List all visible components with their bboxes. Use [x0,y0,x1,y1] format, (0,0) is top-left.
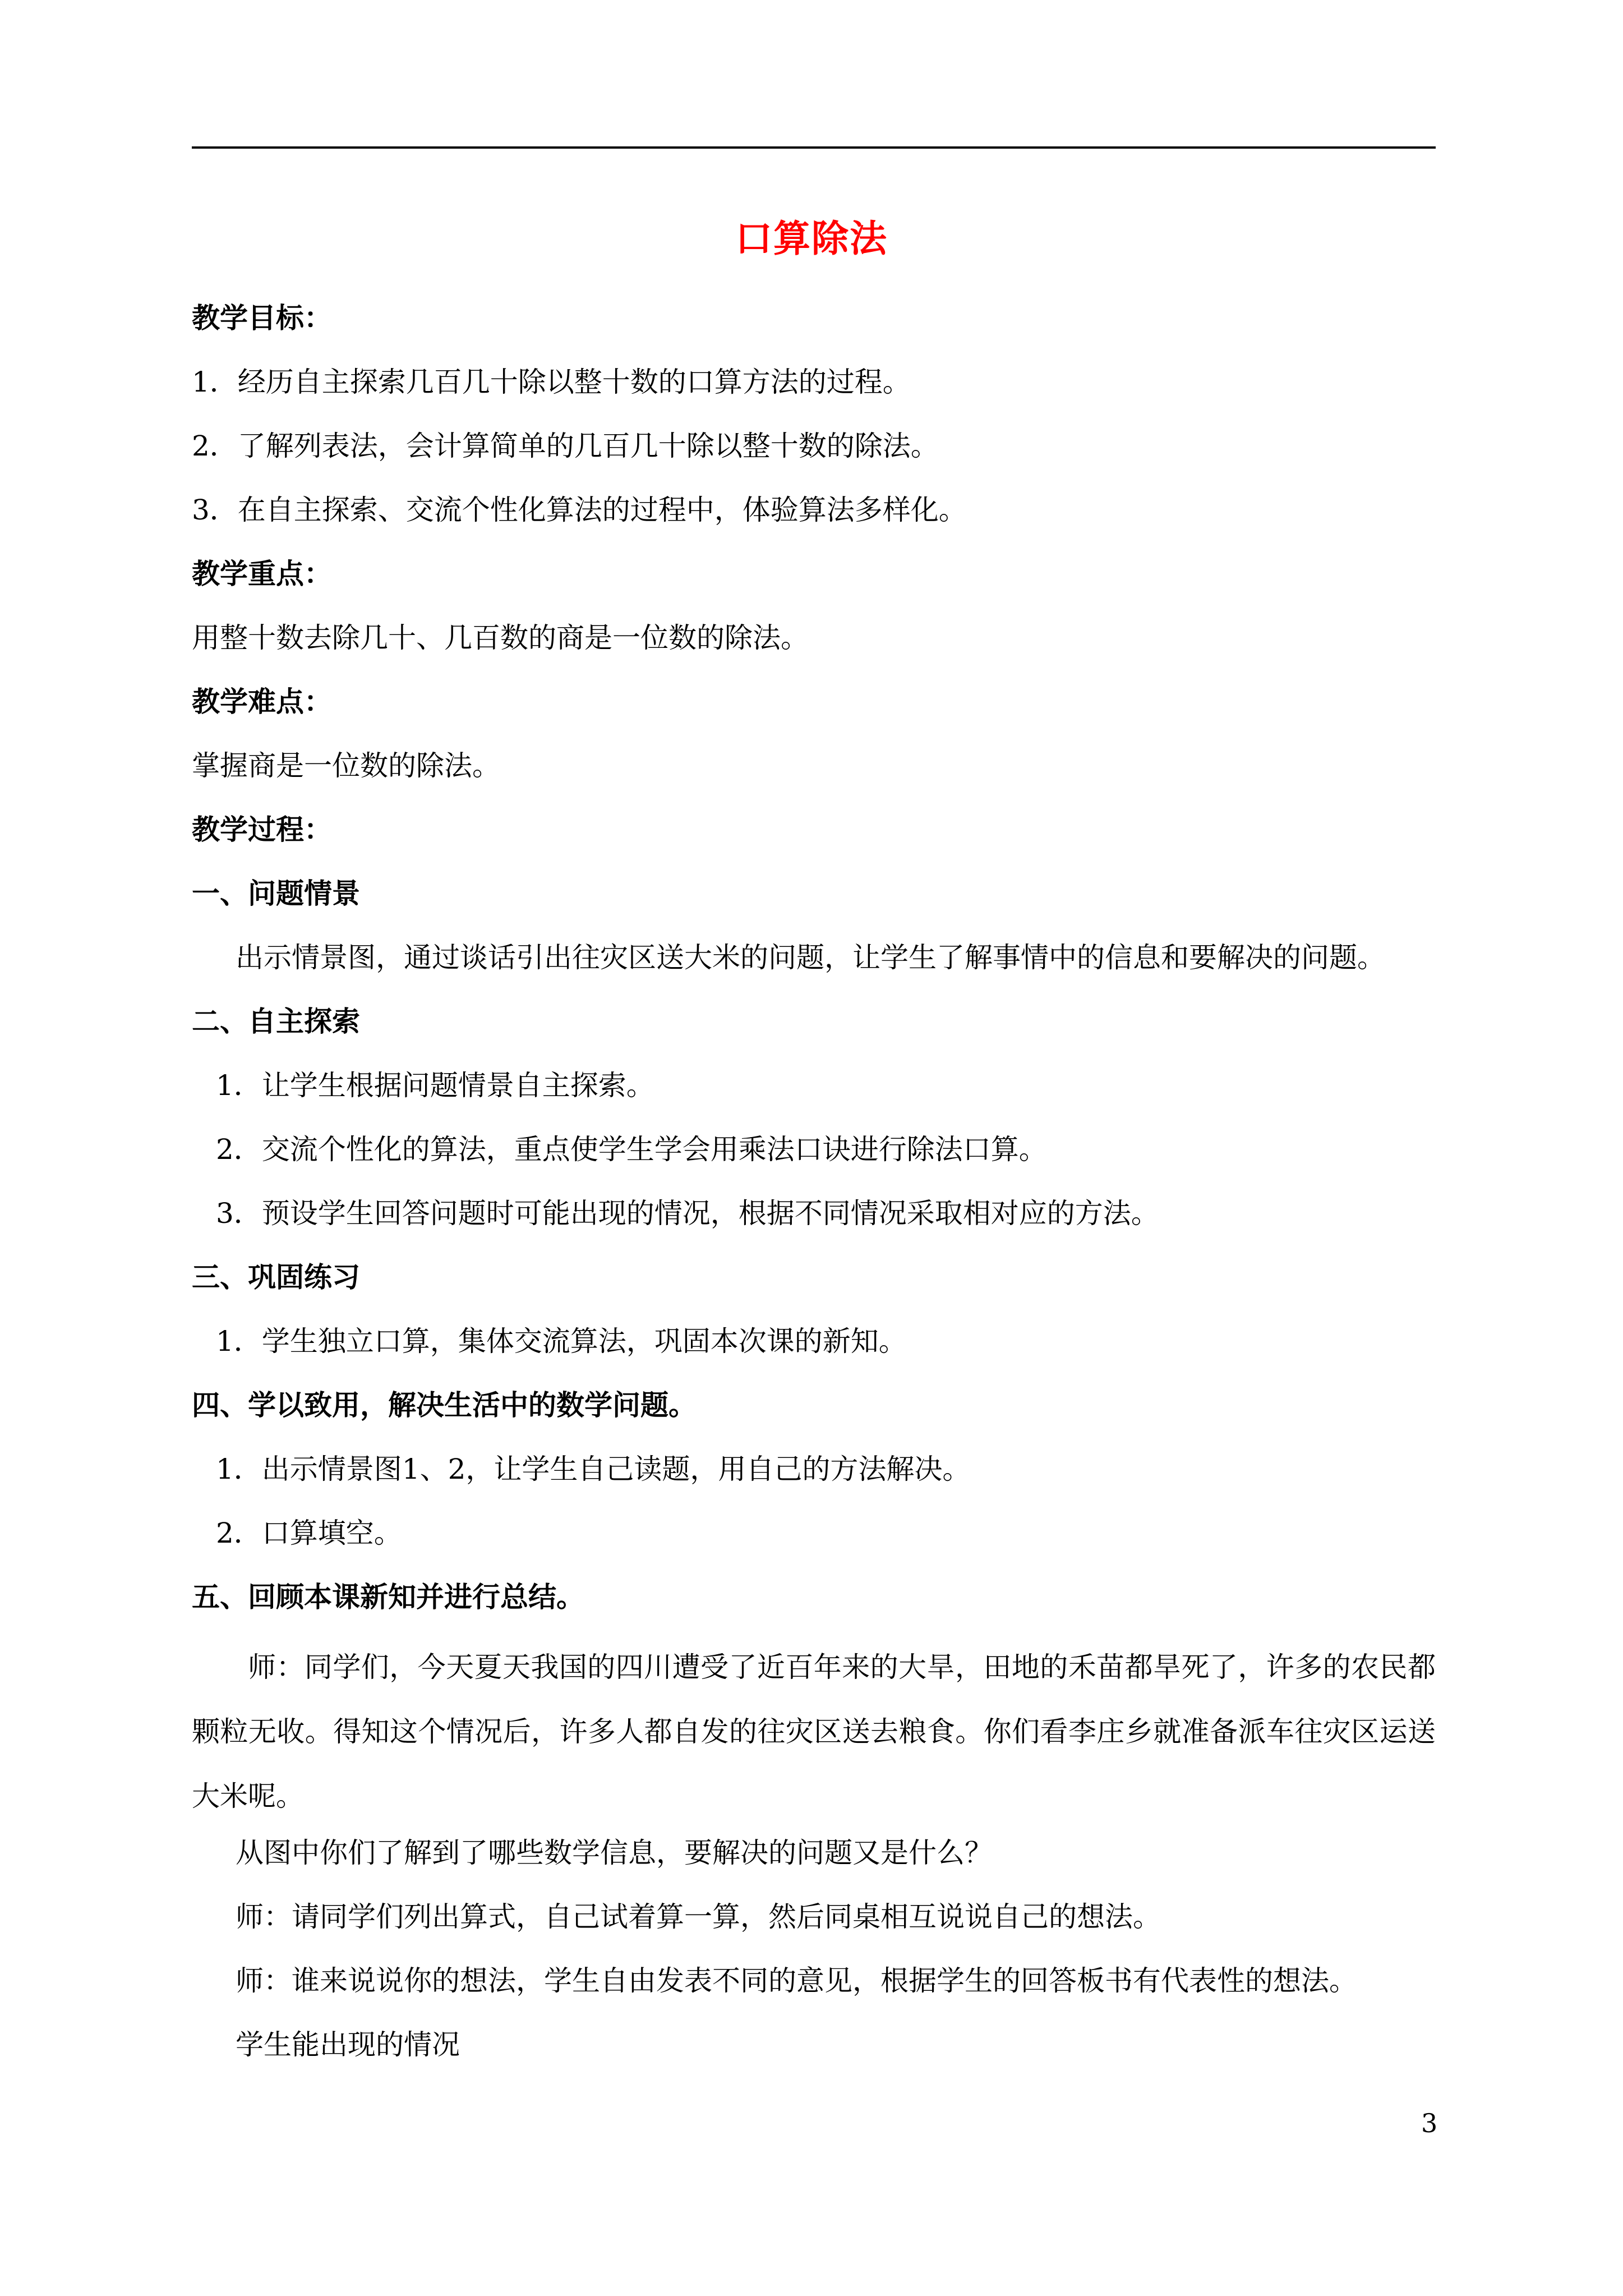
teacher-line-2: 师：谁来说说你的想法，学生自由发表不同的意见，根据学生的回答板书有代表性的想法。 [236,1964,1357,1997]
heading-objectives: 教学目标： [192,301,332,334]
student-situations-line: 学生能出现的情况 [236,2028,460,2061]
section-1-text: 出示情景图，通过谈话引出往灾区送大米的问题，让学生了解事情中的信息和要解决的问题。 [236,941,1385,974]
heading-difficulty: 教学难点： [192,685,332,718]
section-3-item-1: 1．学生独立口算，集体交流算法，巩固本次课的新知。 [216,1325,907,1358]
difficulty-text: 掌握商是一位数的除法。 [192,749,500,782]
section-2-heading: 二、自主探索 [192,1005,360,1038]
heading-key-point: 教学重点： [192,557,332,590]
teacher-line-1: 师：请同学们列出算式，自己试着算一算，然后同桌相互说说自己的想法。 [236,1901,1161,1933]
heading-process: 教学过程： [192,813,332,846]
teacher-paragraph: 师：同学们，今天夏天我国的四川遭受了近百年来的大旱，田地的禾苗都旱死了，许多的农民都颗粒无收。得知这个情况后，许多人都自发的往灾区送去粮食。你们看李庄乡就准备派车往灾区运送大米呢。 [192,1651,1436,1812]
section-4-item-2: 2．口算填空。 [216,1517,402,1549]
section-2-item-1: 1．让学生根据问题情景自主探索。 [216,1069,654,1102]
header-rule [192,146,1436,149]
document-title: 口算除法 [735,217,888,260]
section-4-heading: 四、学以致用，解决生活中的数学问题。 [192,1388,697,1421]
question-line: 从图中你们了解到了哪些数学信息，要解决的问题又是什么？ [236,1837,993,1869]
section-4-item-1: 1．出示情景图1、2，让学生自己读题，用自己的方法解决。 [216,1453,971,1485]
section-5-heading: 五、回顾本课新知并进行总结。 [192,1580,584,1613]
section-1-heading: 一、问题情景 [192,877,360,910]
key-point-text: 用整十数去除几十、几百数的商是一位数的除法。 [192,622,809,654]
objective-1: 1．经历自主探索几百几十除以整十数的口算方法的过程。 [192,366,911,398]
objective-3: 3．在自主探索、交流个性化算法的过程中，体验算法多样化。 [192,494,967,526]
section-2-item-2: 2．交流个性化的算法，重点使学生学会用乘法口诀进行除法口算。 [216,1133,1047,1166]
section-3-heading: 三、巩固练习 [192,1260,360,1294]
objective-2: 2．了解列表法，会计算简单的几百几十除以整十数的除法。 [192,430,939,462]
page-number: 3 [1421,2108,1438,2138]
section-2-item-3: 3．预设学生回答问题时可能出现的情况，根据不同情况采取相对应的方法。 [216,1197,1159,1230]
